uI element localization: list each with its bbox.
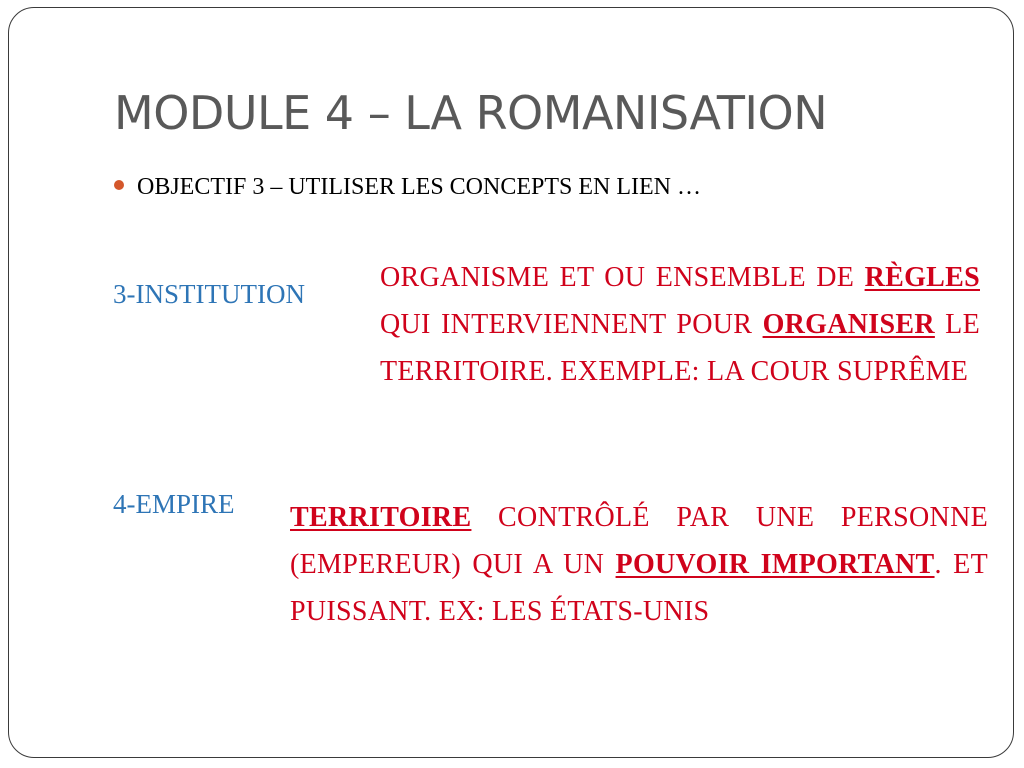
definition-text: . ET PUISSANT. EX: LES ÉTATS-UNIS	[290, 549, 988, 627]
definition-empire	[290, 494, 988, 635]
definition-text: LE TERRITOIRE. EXEMPLE: LA COUR SUPRÊME	[380, 309, 980, 387]
definition-text: ORGANISME ET OU ENSEMBLE DE	[380, 262, 865, 293]
bullet-objective	[114, 174, 701, 201]
emphasis-regles: RÈGLES	[864, 262, 980, 293]
bullet-text: OBJECTIF 3 – UTILISER LES CONCEPTS EN LIEN …	[137, 174, 701, 200]
definition-text: QUI INTERVIENNENT POUR	[380, 309, 763, 340]
definition-institution	[380, 254, 980, 395]
emphasis-pouvoir-important: POUVOIR IMPORTANT	[615, 549, 935, 580]
term-empire: 4-EMPIRE	[113, 489, 235, 519]
emphasis-organiser: ORGANISER	[762, 309, 935, 340]
slide-title: MODULE 4 – LA ROMANISATION	[114, 86, 828, 140]
term-institution: 3-INSTITUTION	[113, 279, 305, 309]
emphasis-territoire: TERRITOIRE	[290, 502, 472, 533]
bullet-marker-icon	[114, 180, 124, 190]
definition-text: CONTRÔLÉ PAR UNE PERSONNE (EMPEREUR) QUI A UN	[290, 502, 988, 580]
